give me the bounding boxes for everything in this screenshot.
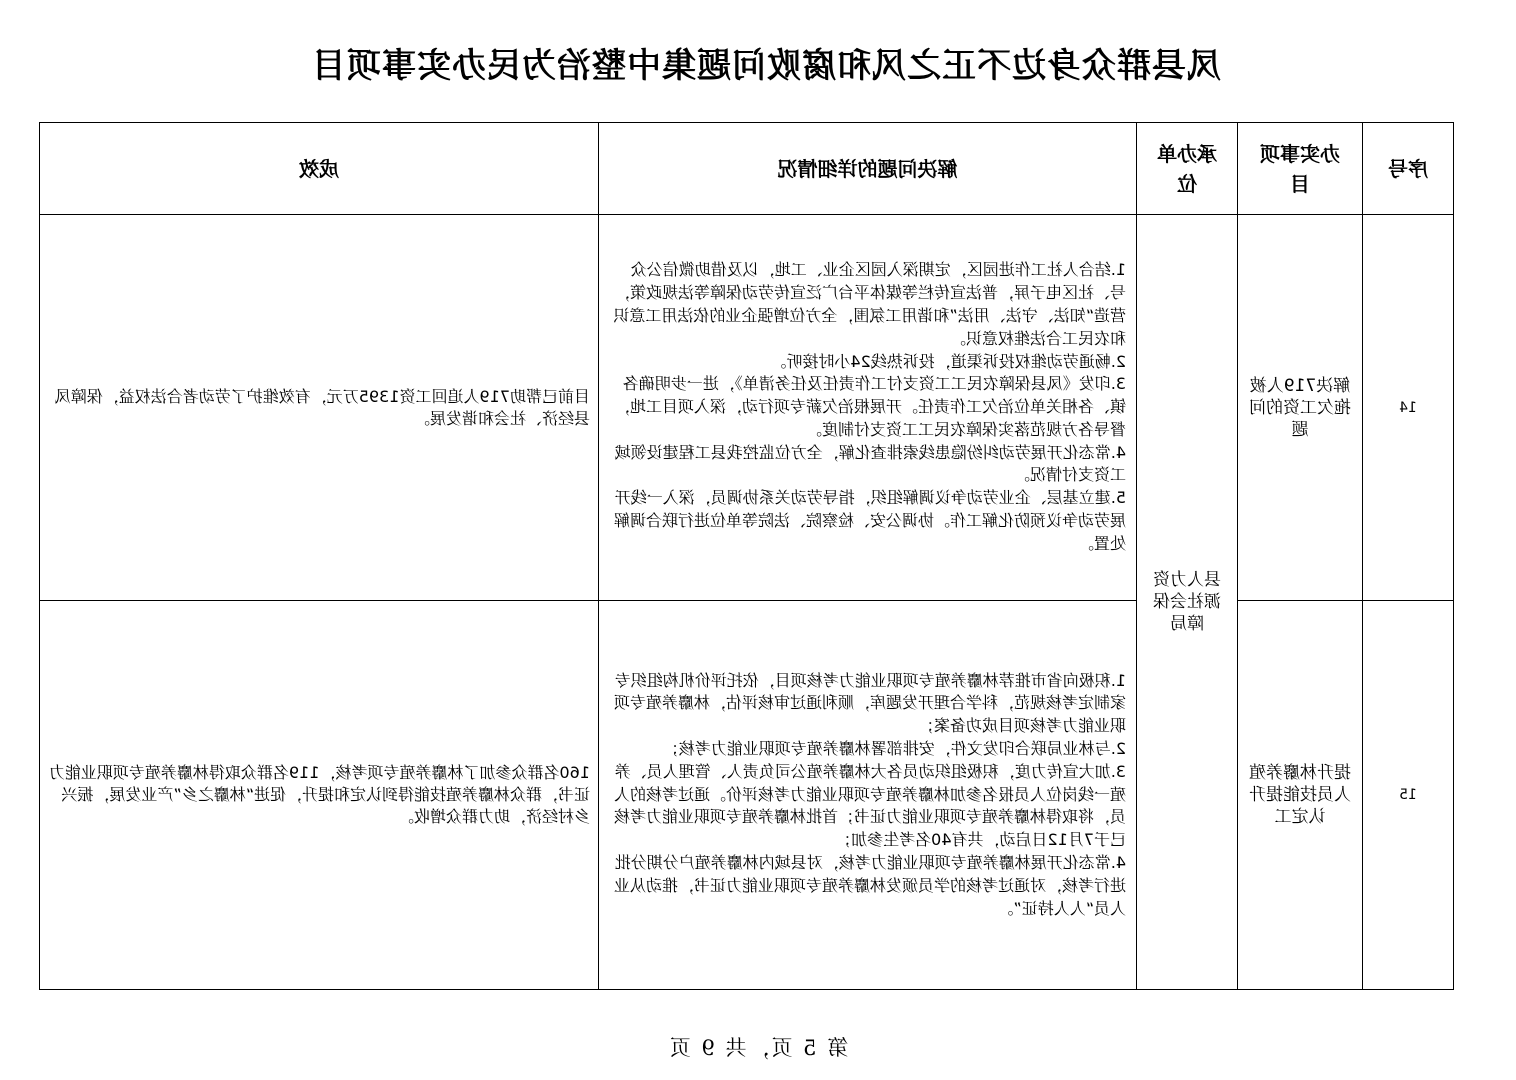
table-header-row bbox=[40, 123, 1454, 215]
detail-paragraph: 5.建立基层、企业劳动争议调解组织，指导劳动关系协调员，深入一线开展劳动争议预防化解工作。协调公安、检察院、法院等单位进行联合调解处置。 bbox=[613, 488, 1126, 553]
detail-paragraph: 1.积极向省市推荐林麝养殖专项职业能力考核项目，依托评价机构组织专家制定考核规范，科学合理开发题库，顺利通过审核评估，林麝养殖专项职业能力考核项目成功备案； bbox=[613, 670, 1126, 736]
detail-paragraph: 2.与林业局联合印发文件，安排部署林麝养殖专项职业能力考核； bbox=[662, 739, 1126, 758]
row-number: 15 bbox=[1363, 601, 1454, 990]
header-detail: 解决问题的详细情况 bbox=[599, 123, 1137, 215]
detail-paragraph: 4.常态化开展劳动纠纷隐患线索排查化解，全方位监控我县工程建设领域工资支付情况。 bbox=[614, 442, 1126, 485]
row-detail bbox=[599, 601, 1137, 990]
page-title: 凤县群众身边不正之风和腐败问题集中整治为民办实事项目 bbox=[311, 46, 1221, 86]
header-no: 序号 bbox=[1363, 123, 1454, 215]
row-item: 解决719人被拖欠工资的问题 bbox=[1238, 215, 1363, 601]
header-effect: 成效 bbox=[40, 123, 599, 215]
row-effect: 160名群众参加了林麝养殖专项考核，119名群众取得林麝养殖专项职业能力证书，群众林麝养殖技能得到认定和提升，促进“林麝之乡”产业发展，振兴乡村经济，助力群众增收。 bbox=[40, 601, 599, 990]
detail-paragraph: 4.常态化开展林麝养殖专项职业能力考核，对县域内林麝养殖户分期分批进行考核，对通过考核的学员颁发林麝养殖专项职业能力证书，推动从业人员“人人持证”。 bbox=[613, 852, 1126, 918]
row-number: 14 bbox=[1363, 215, 1454, 601]
projects-table bbox=[39, 122, 1454, 990]
row-item: 提升林麝养殖人员技能提升认定工 bbox=[1238, 601, 1363, 990]
row-effect: 目前已帮助719人追回工资1395万元，有效维护了劳动者合法权益，保障凤县经济、社会和谐发展。 bbox=[40, 215, 599, 601]
detail-paragraph: 1.结合人社工作进园区，定期深入园区企业、工地，以及借助微信公众号、社区电子屏，普法宣传栏等媒体平台广泛宣传劳动保障等法规政策，营造“知法、守法、用法”和谐用工氛围，全方位增强企业的依法用工意识和农民工合法维权意识。 bbox=[613, 260, 1126, 348]
page-footer: 第 5 页，共 9 页 bbox=[667, 1036, 849, 1060]
header-item: 办实事项目 bbox=[1238, 123, 1363, 215]
table-row bbox=[40, 601, 1454, 990]
detail-paragraph: 3.印发《凤县保障农民工工资支付工作责任及任务清单》，进一步明确各镇、各相关单位治欠工作责任。开展根治欠薪专项行动，深入项目工地，督导各方规范落实保障农民工工资支付制度。 bbox=[613, 374, 1126, 439]
table-row bbox=[40, 215, 1454, 601]
detail-paragraph: 2.畅通劳动维权投诉渠道，投诉热线24小时接听。 bbox=[770, 351, 1126, 371]
row-unit: 县人力资源社会保障局 bbox=[1137, 215, 1238, 990]
row-detail bbox=[599, 215, 1137, 601]
header-unit: 承办单位 bbox=[1137, 123, 1238, 215]
detail-paragraph: 3.加大宣传力度，积极组织动员各大林麝养殖公司负责人、管理人员、养殖一线岗位人员报名参加林麝养殖专项职业能力考核评价。通过考核的人员，将取得林麝养殖专项职业能力证书；首批林麝养殖专项职业能力考核已于7月12日启动，共有40名考生参加； bbox=[613, 761, 1126, 850]
